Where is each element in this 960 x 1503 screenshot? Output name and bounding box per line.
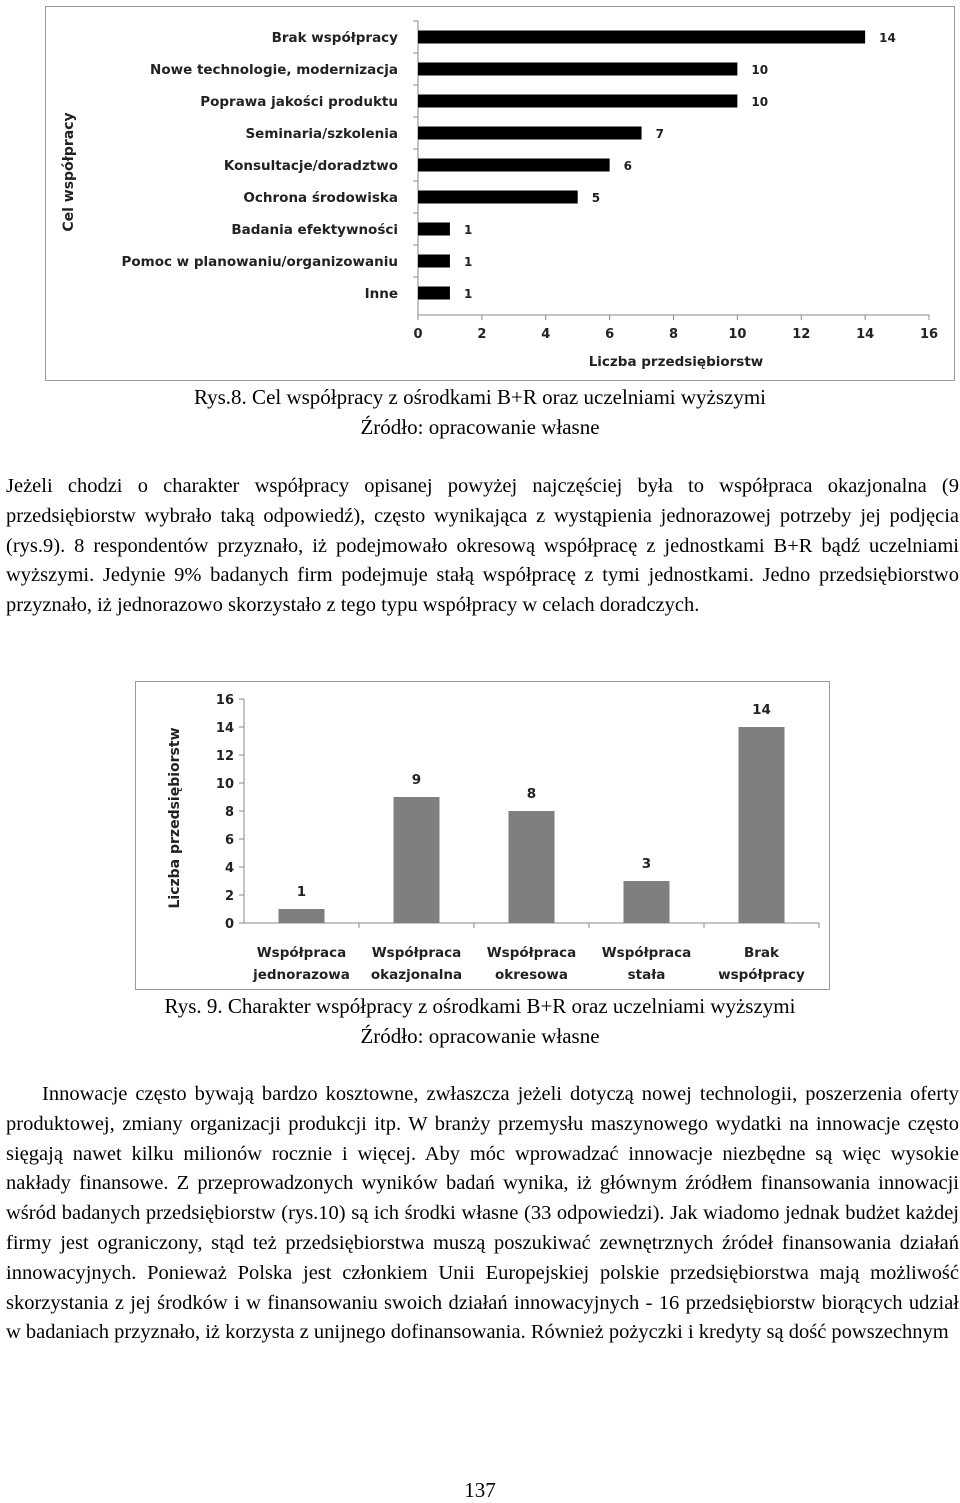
figure-8-caption: Rys.8. Cel współpracy z ośrodkami B+R oraz uczelniami wyższymi: [193, 385, 767, 409]
bar: [418, 223, 450, 236]
y-tick-label: 12: [215, 749, 234, 764]
y-tick-label: 4: [224, 861, 234, 876]
figure-9-caption: Rys. 9. Charakter współpracy z ośrodkami B+R oraz uczelniami wyższymi: [164, 994, 796, 1018]
y-tick-label: 6: [224, 833, 234, 848]
y-axis-title: Liczba przedsiębiorstw: [167, 727, 183, 909]
x-tick-label: 0: [413, 327, 423, 342]
bar: [739, 727, 785, 923]
data-label: 7: [655, 127, 664, 141]
y-tick-label: 8: [224, 805, 234, 820]
category-label: Współpraca: [371, 945, 462, 961]
x-tick-label: 14: [856, 327, 875, 342]
paragraph-innovation-financing: [6, 1080, 959, 1348]
category-label: Brak współpracy: [271, 30, 398, 46]
bar: [418, 159, 610, 172]
bar: [418, 191, 578, 204]
category-label: Poprawa jakości produktu: [200, 94, 398, 110]
data-label: 1: [463, 223, 473, 237]
category-label: Inne: [364, 286, 398, 302]
category-label: Pomoc w planowaniu/organizowaniu: [121, 254, 398, 270]
x-tick-label: 6: [605, 327, 615, 342]
bar: [509, 811, 555, 923]
data-label: 1: [296, 884, 307, 900]
category-label: Brak: [743, 945, 780, 961]
bar: [418, 255, 450, 268]
data-label: 10: [751, 63, 769, 77]
data-label: 14: [752, 702, 771, 718]
x-tick-label: 2: [477, 327, 487, 342]
data-label: 1: [463, 287, 473, 301]
data-label: 1: [463, 255, 473, 269]
data-label: 5: [591, 191, 601, 205]
data-label: 14: [879, 31, 896, 45]
category-label: współpracy: [718, 967, 805, 983]
bar: [394, 797, 440, 923]
bar: [418, 63, 737, 76]
x-tick-label: 10: [728, 327, 747, 342]
figure-9-chart: [135, 681, 830, 990]
bar: [418, 287, 450, 300]
y-axis-title: Cel współpracy: [61, 112, 77, 232]
bar: [624, 881, 670, 923]
x-tick-label: 12: [792, 327, 811, 342]
category-label: Seminaria/szkolenia: [245, 126, 398, 142]
chart-cel-wspolpracy: [46, 7, 954, 380]
category-label: jednorazowa: [253, 967, 350, 983]
category-label: Współpraca: [486, 945, 577, 961]
category-label: Współpraca: [601, 945, 692, 961]
y-tick-label: 0: [224, 917, 234, 932]
figure-8-source: Źródło: opracowanie własne: [360, 415, 600, 439]
y-tick-label: 14: [215, 721, 234, 736]
page-number: 137: [464, 1478, 496, 1502]
bar: [279, 909, 325, 923]
category-label: Współpraca: [256, 945, 347, 961]
x-tick-label: 16: [919, 327, 939, 342]
data-label: 9: [411, 772, 422, 788]
category-label: Badania efektywności: [231, 222, 398, 238]
x-tick-label: 8: [668, 327, 679, 342]
y-tick-label: 16: [215, 693, 234, 708]
data-label: 8: [526, 786, 537, 802]
y-tick-label: 2: [224, 889, 234, 904]
x-tick-label: 4: [541, 327, 551, 342]
data-label: 6: [623, 159, 632, 173]
category-label: okresowa: [495, 967, 568, 983]
chart-charakter-wspolpracy: [136, 682, 829, 989]
category-label: Ochrona środowiska: [243, 190, 398, 206]
category-label: Nowe technologie, modernizacja: [150, 62, 398, 78]
x-axis-title: Liczba przedsiębiorstw: [588, 354, 764, 370]
bar: [418, 95, 737, 108]
y-tick-label: 10: [215, 777, 234, 792]
paragraph-text: Innowacje często bywają bardzo kosztowne, zwłaszcza jeżeli dotyczą nowej technologii, poszerzenia oferty produktowej, zmiany organizacji produkcji itp. W branży przemysłu maszynowego wydatki na innowacje często sięgają nawet kilku milionów rocznie i więcej. Aby móc wprowadzać innowacje niezbędne są więc wysokie nakłady finansowe. Z przeprowadzonych wyników badań wynika, iż głównym źródłem finansowania innowacji wśród badanych przedsiębiorstw (rys.10) są ich środki własne (33 odpowiedzi). Jak wiadomo jednak budżet każdej firmy jest ograniczony, stąd też przedsiębiorstwa muszą poszukiwać zewnętrznych źródeł finansowania działań innowacyjnych. Ponieważ Polska jest członkiem Unii Europejskiej polskie przedsiębiorstwa mają możliwość skorzystania z jej środków i w finansowaniu swoich działań innowacyjnych - 16 przedsiębiorstw biorących udział w badaniach przyznało, iż korzysta z unijnego dofinansowania. Również pożyczki i kredyty są dość powszechnym: [6, 1083, 959, 1344]
category-label: Konsultacje/doradztwo: [223, 158, 398, 174]
data-label: 10: [751, 95, 769, 109]
bar: [418, 31, 865, 44]
category-label: okazjonalna: [370, 967, 463, 983]
figure-8-chart: [45, 6, 955, 381]
paragraph-cooperation-character: Jeżeli chodzi o charakter współpracy opisanej powyżej najczęściej była to współpraca okazjonalna (9 przedsiębiorstw wybrało taką odpowiedź), często wynikająca z wystąpienia jednorazowej potrzeby jej podjęcia (rys.9). 8 respondentów przyznało, iż podejmowało okresową współpracę z jednostkami B+R bądź uczelniami wyższymi. Jedynie 9% badanych firm podejmuje stałą współpracę z tymi jednostkami. Jedno przedsiębiorstwo przyznało, iż jednorazowo skorzystało z tego typu współpracy w celach doradczych.: [6, 475, 959, 617]
bar: [418, 127, 642, 140]
data-label: 3: [641, 856, 652, 872]
figure-9-source: Źródło: opracowanie własne: [360, 1024, 600, 1048]
category-label: stała: [627, 967, 666, 983]
